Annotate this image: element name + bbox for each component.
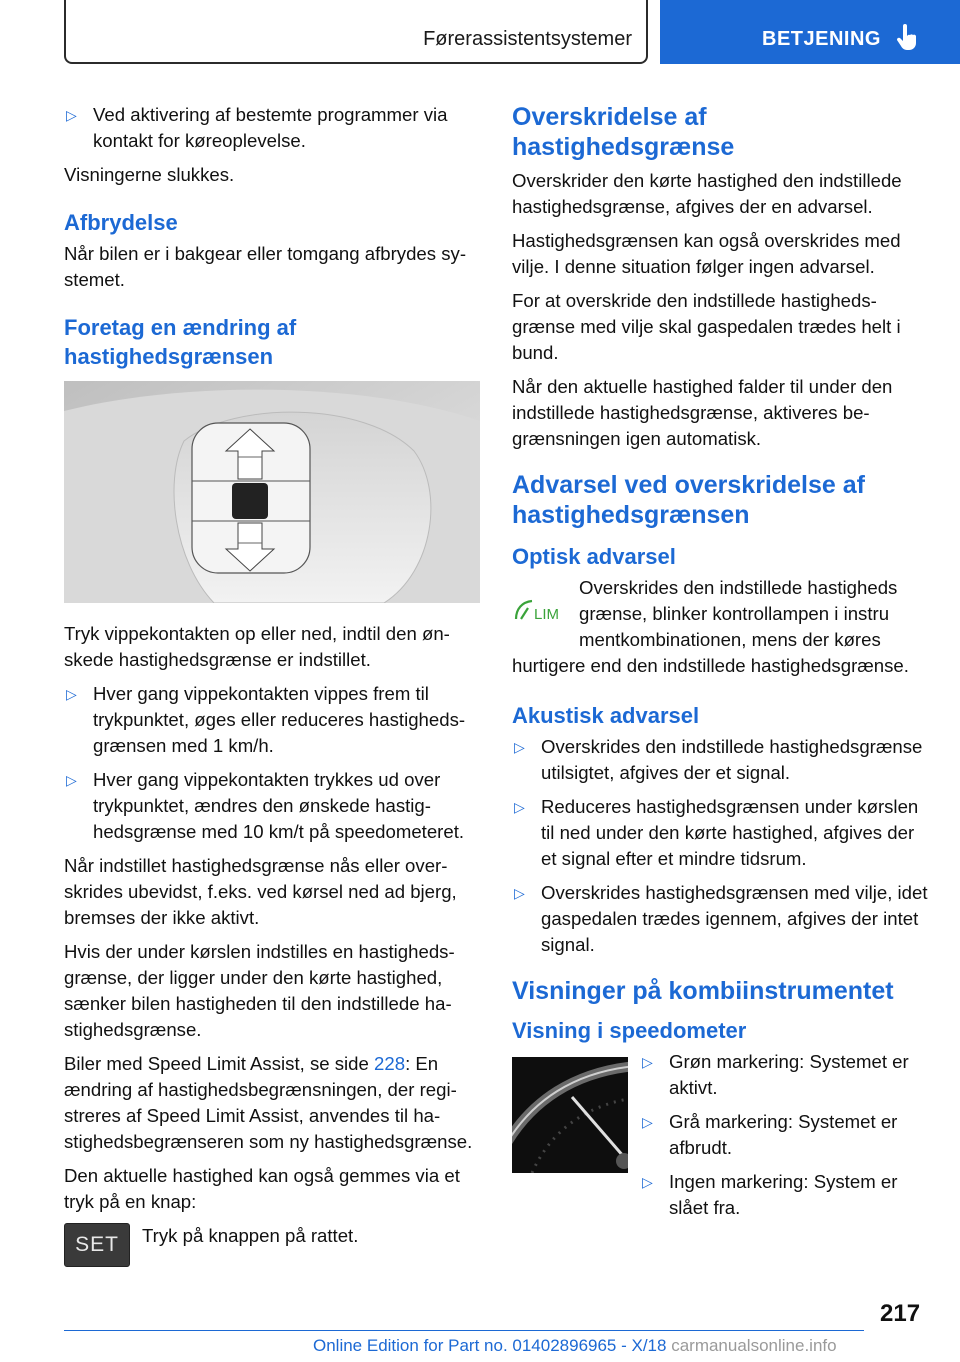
list-item: ▷ Overskrides hastighedsgrænsen med vilje, idet gaspedalen trædes igennem, afgives der intet signal. — [512, 880, 932, 958]
pointing-hand-icon — [896, 24, 922, 52]
list-item: ▷ Grå markering: Systemet er afbrudt. — [640, 1109, 932, 1161]
heading-exceed-limit: Overskridelse af hastighedsgrænse — [512, 103, 735, 161]
paragraph: Når den aktuelle hastighed falder til under den indstillede hastighedsgrænse, aktiveres begrænsningen igen automatisk. — [512, 376, 893, 449]
speedometer-block — [512, 1049, 932, 1221]
list-item: ▷ Overskrides den indstillede hastighedsgrænse utilsigtet, afgives der et signal. — [512, 734, 932, 786]
list-item: ▷ Grøn markering: Systemet er aktivt. — [640, 1049, 932, 1101]
speedometer-photo — [512, 1057, 628, 1173]
set-button-row — [64, 1223, 480, 1269]
optical-warning-block — [512, 575, 932, 679]
heading-optical-warning: Optisk advarsel — [512, 544, 676, 569]
paragraph: Overskrider den kørte hastighed den indstillede hastighedsgrænse, afgives der en advarsel. — [512, 170, 902, 217]
list-item: ▷ Ved aktivering af bestemte programmer via kontakt for køreoplevelse. — [64, 102, 480, 154]
page-number: 217 — [880, 1300, 921, 1327]
left-column — [64, 102, 480, 1269]
heading-speedometer: Visning i speedometer — [512, 1018, 747, 1043]
heading-change-limit: Foretag en ændring af hastighedsgrænsen — [64, 315, 297, 369]
paragraph: Visningerne slukkes. — [64, 164, 235, 185]
header-section-box — [64, 0, 648, 64]
header-chapter-title: BETJENING — [762, 28, 881, 50]
paragraph: For at overskride den indstillede hastighedsgrænse med vilje skal gaspedalen trædes helt i bund. — [512, 290, 901, 363]
paragraph: Når bilen er i bakgear eller tomgang afbrydes systemet. — [64, 243, 467, 290]
paragraph-speed-limit-assist — [64, 1051, 480, 1155]
paragraph: Hastighedsgrænsen kan også overskrides med vilje. I denne situation følger ingen advarsel. — [512, 230, 901, 277]
watermark: carmanualsonline.info — [671, 1336, 837, 1355]
text: mentkombinationen, mens der køres — [579, 629, 881, 650]
heading-acoustic-warning: Akustisk advarsel — [512, 703, 700, 728]
text: hurtigere end den indstillede hastighedsgrænse. — [512, 655, 909, 676]
paragraph-optical-warning — [512, 575, 932, 679]
page-link-228[interactable]: 228 — [374, 1053, 406, 1074]
lim-indicator-icon — [512, 597, 570, 623]
list-item: ▷ Reduceres hastighedsgrænsen under kørslen til ned under den kørte hastighed, afgives der et signal efter et mindre tidsrum. — [512, 794, 932, 872]
right-column — [512, 102, 932, 1229]
steering-wheel-rocker-switch-photo — [64, 381, 480, 603]
footer-edition — [313, 1336, 837, 1356]
paragraph: Den aktuelle hastighed kan også gemmes via et tryk på en knap: — [64, 1165, 460, 1212]
paragraph: Når indstillet hastighedsgrænse nås eller overskrides ubevidst, f.eks. ved kørsel ned ad bjerg, bremses der ikke aktivt. — [64, 855, 457, 928]
speedometer-list — [640, 1049, 932, 1221]
heading-warning: Advarsel ved overskridelse af hastighedsgrænsen — [512, 471, 865, 529]
set-button-icon: SET — [64, 1223, 130, 1267]
header-chapter-tab — [660, 0, 960, 64]
lim-label: LIM — [534, 606, 560, 623]
text: : En ændring af hastighedsbegrænsningen, der registreres af Speed Limit Assist, anvendes til hastighedsbegrænseren som ny hastighedsgrænse. — [64, 1053, 473, 1152]
heading-interrupt: Afbrydelse — [64, 210, 178, 235]
text: Overskrides den indstillede hastigheds — [579, 577, 898, 598]
text: Biler med Speed Limit Assist, se side — [64, 1053, 375, 1074]
footer-divider — [64, 1330, 864, 1331]
paragraph: Hvis der under kørslen indstilles en hastighedsgrænse, der ligger under den kørte hastighed, sænker bilen hastigheden til den indstillede hastighedsgrænse. — [64, 941, 455, 1040]
edition-text: Online Edition for Part no. 01402896965 - X/18 — [313, 1336, 667, 1355]
set-button-text: Tryk på knappen på rattet. — [142, 1225, 359, 1246]
list-item: ▷ Hver gang vippekontakten vippes frem til trykpunktet, øges eller reduceres hastighedsgrænsen med 1 km/h. — [64, 681, 480, 759]
paragraph: Tryk vippekontakten op eller ned, indtil den ønskede hastighedsgrænse er indstillet. — [64, 623, 450, 670]
list-item: ▷ Ingen markering: System er slået fra. — [640, 1169, 932, 1221]
text: grænse, blinker kontrollampen i instru — [579, 603, 890, 624]
header-section-title: Førerassistentsystemer — [423, 28, 632, 50]
heading-displays: Visninger på kombiinstrumentet — [512, 977, 894, 1005]
list-item: ▷ Hver gang vippekontakten trykkes ud over trykpunktet, ændres den ønskede hastighedsgrænse med 10 km/t på speedometeret. — [64, 767, 480, 845]
